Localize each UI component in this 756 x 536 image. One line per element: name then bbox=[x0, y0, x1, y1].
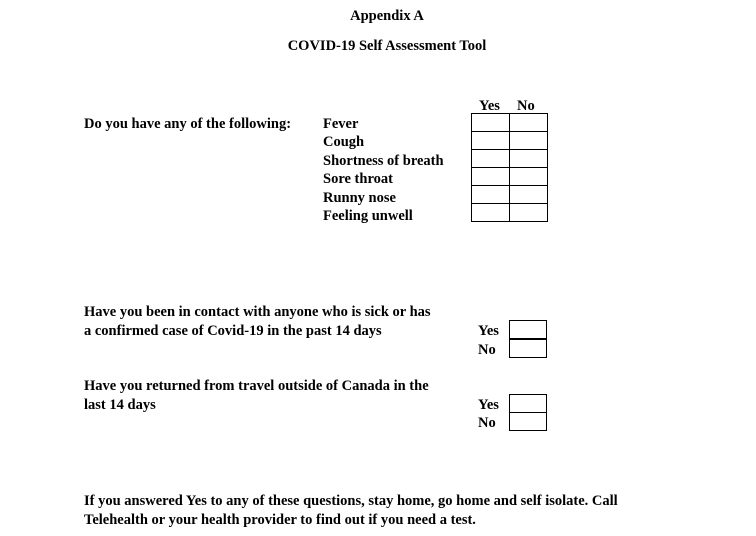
symptoms-checkbox-grid bbox=[471, 113, 548, 222]
contact-yes-label: Yes bbox=[478, 323, 499, 339]
shortness-of-breath-no-checkbox[interactable] bbox=[510, 150, 548, 168]
sore-throat-yes-checkbox[interactable] bbox=[472, 168, 510, 186]
shortness-of-breath-yes-checkbox[interactable] bbox=[472, 150, 510, 168]
grid-row-fever bbox=[472, 114, 548, 132]
fever-no-checkbox[interactable] bbox=[510, 114, 548, 132]
contact-question-line1: Have you been in contact with anyone who is sick or has bbox=[84, 304, 431, 320]
footer-instruction-line1: If you answered Yes to any of these questions, stay home, go home and self isolate. Call bbox=[84, 493, 618, 509]
contact-yes-checkbox[interactable] bbox=[509, 320, 547, 339]
runny-nose-no-checkbox[interactable] bbox=[510, 186, 548, 204]
runny-nose-yes-checkbox[interactable] bbox=[472, 186, 510, 204]
column-header-yes: Yes bbox=[479, 98, 500, 114]
travel-no-label: No bbox=[478, 415, 496, 431]
grid-row-shortness-of-breath bbox=[472, 150, 548, 168]
travel-no-checkbox[interactable] bbox=[509, 412, 547, 431]
symptom-cough: Cough bbox=[323, 134, 365, 150]
feeling-unwell-no-checkbox[interactable] bbox=[510, 204, 548, 222]
contact-question-line2: a confirmed case of Covid-19 in the past 14 days bbox=[84, 323, 382, 339]
contact-no-checkbox[interactable] bbox=[509, 339, 547, 358]
feeling-unwell-yes-checkbox[interactable] bbox=[472, 204, 510, 222]
cough-yes-checkbox[interactable] bbox=[472, 132, 510, 150]
footer-instruction-line2: Telehealth or your health provider to find out if you need a test. bbox=[84, 512, 476, 528]
column-header-no: No bbox=[517, 98, 535, 114]
travel-question-line1: Have you returned from travel outside of Canada in the bbox=[84, 378, 429, 394]
symptoms-question: Do you have any of the following: bbox=[84, 116, 292, 132]
travel-question-line2: last 14 days bbox=[84, 397, 156, 413]
grid-row-runny-nose bbox=[472, 186, 548, 204]
cough-no-checkbox[interactable] bbox=[510, 132, 548, 150]
page-title: COVID-19 Self Assessment Tool bbox=[287, 38, 487, 54]
symptom-fever: Fever bbox=[323, 116, 359, 132]
sore-throat-no-checkbox[interactable] bbox=[510, 168, 548, 186]
grid-row-cough bbox=[472, 132, 548, 150]
appendix-heading: Appendix A bbox=[350, 8, 424, 24]
fever-yes-checkbox[interactable] bbox=[472, 114, 510, 132]
symptom-runny-nose: Runny nose bbox=[323, 190, 396, 206]
symptom-sore-throat: Sore throat bbox=[323, 171, 393, 187]
symptom-feeling-unwell: Feeling unwell bbox=[323, 208, 413, 224]
travel-yes-label: Yes bbox=[478, 397, 499, 413]
grid-row-feeling-unwell bbox=[472, 204, 548, 222]
contact-no-label: No bbox=[478, 342, 496, 358]
grid-row-sore-throat bbox=[472, 168, 548, 186]
symptom-shortness-of-breath: Shortness of breath bbox=[323, 153, 444, 169]
travel-yes-checkbox[interactable] bbox=[509, 394, 547, 413]
